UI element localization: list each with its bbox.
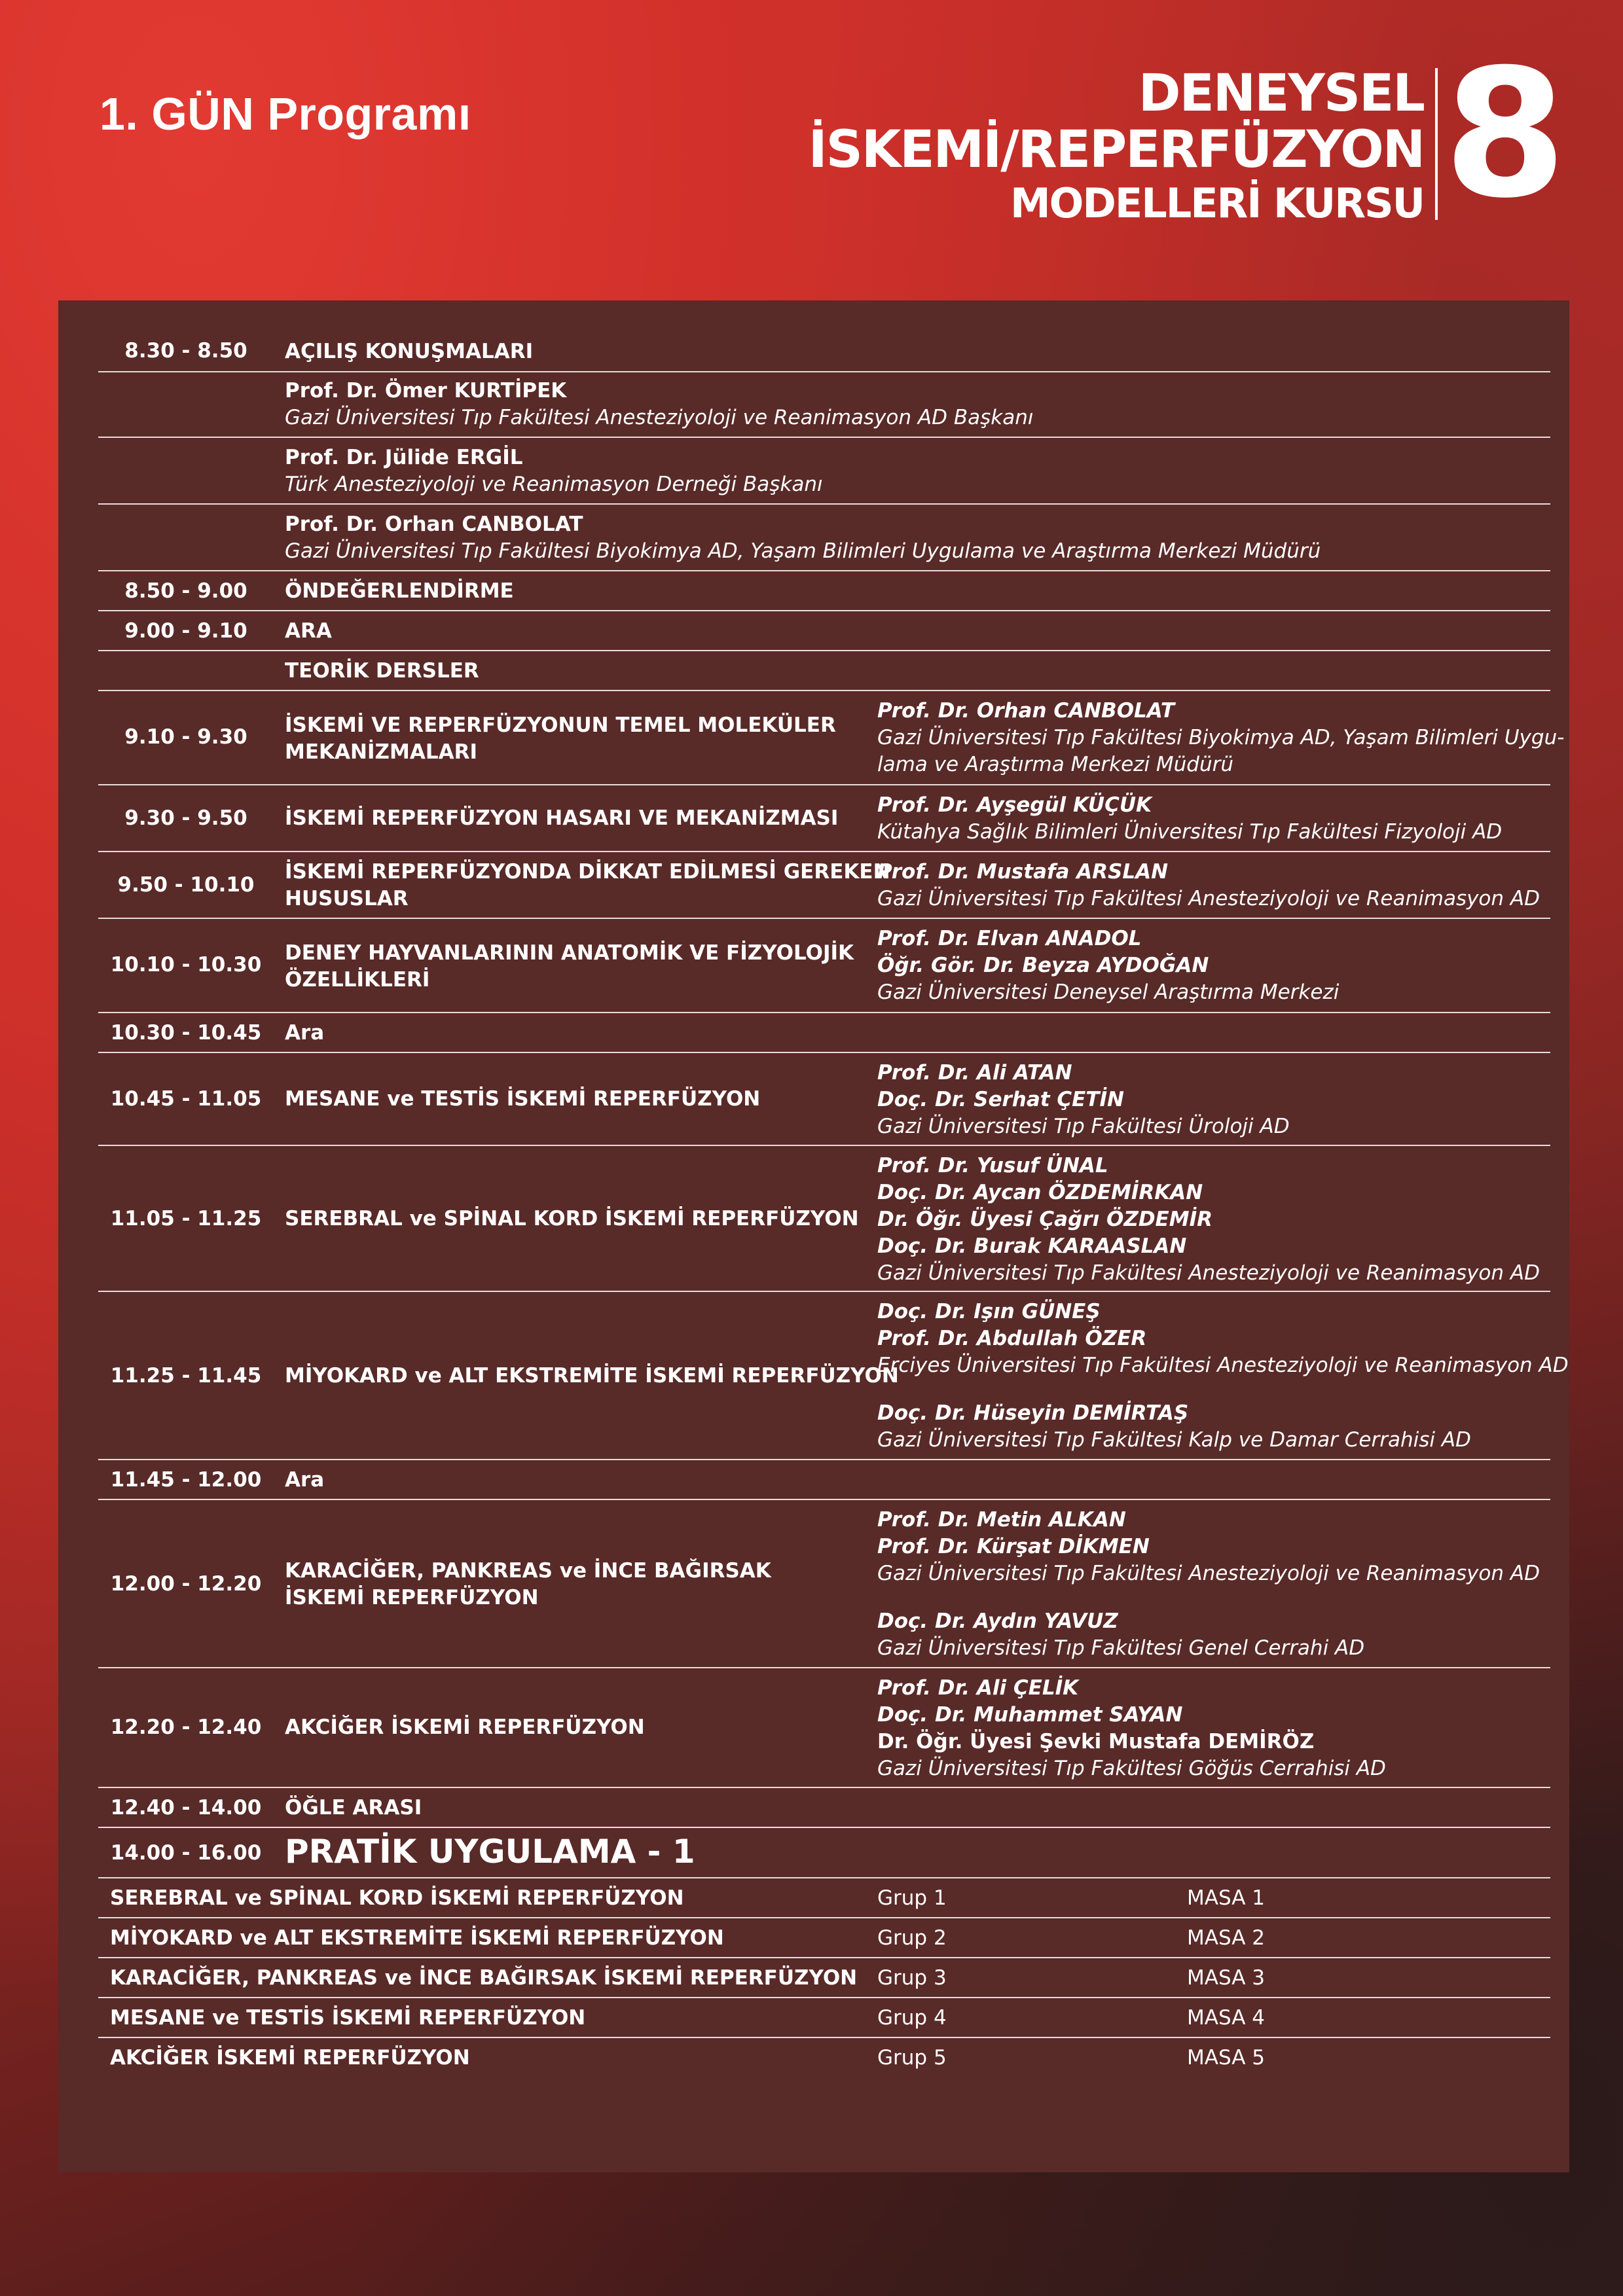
speaker-name: Prof. Dr. Yusuf ÜNAL (877, 1154, 1108, 1177)
schedule-row-opening (98, 334, 1550, 372)
speaker-affiliation: Gazi Üniversitesi Tıp Fakültesi Biyokimya AD, Yaşam Bilimleri Uygu- (877, 726, 1565, 749)
session-title-line: ÖZELLİKLERİ (285, 968, 430, 992)
session-title: Ara (285, 1468, 325, 1492)
speaker-name: Prof. Dr. Ayşegül KÜÇÜK (877, 793, 1152, 817)
session-title (285, 712, 836, 766)
group-topic: KARACİĞER, PANKREAS ve İNCE BAĞIRSAK İSKEMİ REPERFÜZYON (110, 1966, 858, 1990)
session-time: 11.45 - 12.00 (110, 1468, 262, 1492)
schedule-row-break (98, 1460, 1550, 1500)
group-topic: MİYOKARD ve ALT EKSTREMİTE İSKEMİ REPERFÜZYON (110, 1926, 724, 1950)
course-title-line1: DENEYSEL (1138, 64, 1424, 123)
session-title-line: İSKEMİ VE REPERFÜZYONUN TEMEL MOLEKÜLER (285, 713, 836, 737)
session-time: 12.00 - 12.20 (110, 1572, 262, 1596)
session-speakers (877, 859, 1540, 912)
group-topic: AKCİĞER İSKEMİ REPERFÜZYON (110, 2046, 470, 2070)
speaker-affiliation: Gazi Üniversitesi Tıp Fakültesi Göğüs Cerrahisi AD (877, 1757, 1386, 1780)
opening-speaker (285, 511, 1321, 565)
speaker-affiliation: Kütahya Sağlık Bilimleri Üniversitesi Tıp Fakültesi Fizyoloji AD (877, 820, 1503, 844)
schedule-row-break (98, 1013, 1550, 1053)
session-time: 10.30 - 10.45 (110, 1021, 262, 1045)
schedule-row-session (98, 919, 1550, 1013)
opening-speaker-row (98, 505, 1550, 571)
speaker-affiliation: Gazi Üniversitesi Tıp Fakültesi Üroloji AD (877, 1115, 1290, 1138)
course-title (808, 64, 1424, 227)
group-table: MASA 2 (1187, 1926, 1265, 1950)
session-time: 9.00 - 9.10 (124, 619, 247, 643)
session-time: 9.10 - 9.30 (124, 725, 247, 749)
session-title (285, 940, 854, 994)
practical-title: PRATİK UYGULAMA - 1 (285, 1833, 695, 1871)
session-speakers (877, 925, 1339, 1006)
session-title: ARA (285, 619, 332, 643)
schedule-row-lunch (98, 1788, 1550, 1828)
speaker-name: Prof. Dr. Ali ÇELİK (877, 1676, 1079, 1700)
speaker-affiliation: Gazi Üniversitesi Tıp Fakültesi Anesteziyoloji ve Reanimasyon AD (877, 887, 1540, 910)
group-row (98, 2038, 1550, 2077)
speaker-name: Öğr. Gör. Dr. Beyza AYDOĞAN (877, 954, 1209, 977)
schedule-row-session (98, 1668, 1550, 1788)
opening-speaker (285, 444, 823, 498)
session-title: MİYOKARD ve ALT EKSTREMİTE İSKEMİ REPERFÜZYON (285, 1364, 899, 1388)
session-title: ÖNDEĞERLENDİRME (285, 579, 514, 603)
session-time: 10.45 - 11.05 (110, 1087, 262, 1111)
session-title: Ara (285, 1021, 325, 1045)
speaker-name: Prof. Dr. Kürşat DİKMEN (877, 1535, 1150, 1558)
group-row (98, 1958, 1550, 1998)
schedule-row-session (98, 1292, 1569, 1460)
speaker-name: Doç. Dr. Burak KARAASLAN (877, 1234, 1187, 1258)
speaker-name: Prof. Dr. Metin ALKAN (877, 1508, 1126, 1532)
speaker-name: Doç. Dr. Aydın YAVUZ (877, 1609, 1118, 1633)
session-speakers (877, 1507, 1540, 1662)
session-speakers (877, 792, 1502, 846)
schedule-row-session (98, 1500, 1550, 1668)
opening-speaker-row (98, 438, 1550, 505)
speaker-affiliation: Gazi Üniversitesi Tıp Fakültesi Biyokimya AD, Yaşam Bilimleri Uygulama ve Araştırma Merkezi Müdürü (285, 539, 1321, 563)
speaker-name: Doç. Dr. Serhat ÇETİN (877, 1088, 1124, 1111)
group-table: MASA 1 (1187, 1886, 1265, 1910)
session-title: MESANE ve TESTİS İSKEMİ REPERFÜZYON (285, 1087, 761, 1111)
session-title: ÖĞLE ARASI (285, 1796, 422, 1820)
schedule-row-practical (98, 1828, 1550, 1878)
session-title: AKCİĞER İSKEMİ REPERFÜZYON (285, 1715, 645, 1739)
speaker-name: Prof. Dr. Elvan ANADOL (877, 927, 1142, 950)
group-topic: MESANE ve TESTİS İSKEMİ REPERFÜZYON (110, 2006, 586, 2030)
session-time: 11.25 - 11.45 (110, 1364, 262, 1388)
session-speakers (877, 1675, 1386, 1782)
group-row (98, 1918, 1550, 1958)
speaker-name: Prof. Dr. Ali ATAN (877, 1061, 1072, 1085)
speaker-affiliation: Gazi Üniversitesi Tıp Fakültesi Anesteziyoloji ve Reanimasyon AD (877, 1261, 1540, 1285)
group-table: MASA 4 (1187, 2006, 1265, 2030)
spacer (877, 1587, 1540, 1608)
session-speakers (877, 1060, 1290, 1140)
session-speakers (877, 698, 1564, 778)
session-time: 12.40 - 14.00 (110, 1796, 262, 1820)
schedule-row-session (98, 691, 1565, 785)
group-row (98, 1998, 1550, 2038)
speaker-name: Doç. Dr. Aycan ÖZDEMİRKAN (877, 1181, 1203, 1204)
session-speakers (877, 1299, 1569, 1454)
speaker-name: Prof. Dr. Mustafa ARSLAN (877, 860, 1169, 884)
speaker-name: Dr. Öğr. Üyesi Şevki Mustafa DEMİRÖZ (877, 1730, 1315, 1753)
speaker-name: Prof. Dr. Orhan CANBOLAT (877, 699, 1175, 723)
session-time: 10.10 - 10.30 (110, 953, 262, 977)
speaker-name: Prof. Dr. Abdullah ÖZER (877, 1327, 1147, 1350)
speaker-name: Doç. Dr. Işın GÜNEŞ (877, 1300, 1101, 1323)
schedule-row-session (98, 852, 1550, 919)
session-title-line: İSKEMİ REPERFÜZYONDA DİKKAT EDİLMESİ GEREKEN (285, 860, 890, 884)
course-title-divider (1435, 68, 1438, 220)
course-number: 8 (1444, 31, 1567, 237)
speaker-affiliation: Gazi Üniversitesi Tıp Fakültesi Kalp ve Damar Cerrahisi AD (877, 1428, 1471, 1452)
session-speakers (877, 1153, 1540, 1287)
speaker-name: Prof. Dr. Jülide ERGİL (285, 446, 523, 469)
session-title (285, 859, 890, 912)
spacer (877, 1379, 1569, 1400)
session-title: AÇILIŞ KONUŞMALARI (285, 340, 534, 363)
speaker-name: Doç. Dr. Muhammet SAYAN (877, 1703, 1183, 1727)
group-row (98, 1878, 1550, 1918)
speaker-name: Doç. Dr. Hüseyin DEMİRTAŞ (877, 1401, 1189, 1425)
schedule-row-session (98, 1146, 1550, 1292)
session-title: İSKEMİ REPERFÜZYON HASARI VE MEKANİZMASI (285, 806, 839, 830)
session-title (285, 1558, 771, 1611)
session-time: 9.30 - 9.50 (124, 806, 247, 830)
speaker-name: Prof. Dr. Orhan CANBOLAT (285, 512, 583, 536)
speaker-affiliation: Gazi Üniversitesi Deneysel Araştırma Merkezi (877, 980, 1340, 1004)
course-title-line3: MODELLERİ KURSU (1010, 179, 1424, 227)
day-title: 1. GÜN Programı (100, 88, 471, 139)
opening-speaker-row (98, 372, 1550, 438)
schedule-row-session (98, 785, 1550, 852)
session-time: 14.00 - 16.00 (110, 1841, 262, 1865)
group-name: Grup 3 (877, 1966, 947, 1990)
course-title-line2: İSKEMİ/REPERFÜZYON (808, 120, 1424, 179)
section-title: TEORİK DERSLER (285, 659, 479, 683)
theory-section-header (98, 651, 1550, 691)
schedule-row-break (98, 611, 1550, 651)
group-name: Grup 2 (877, 1926, 947, 1950)
session-title: SEREBRAL ve SPİNAL KORD İSKEMİ REPERFÜZYON (285, 1207, 859, 1230)
group-name: Grup 1 (877, 1886, 947, 1910)
speaker-affiliation: Gazi Üniversitesi Tıp Fakültesi Genel Cerrahi AD (877, 1636, 1365, 1660)
group-name: Grup 5 (877, 2046, 947, 2070)
group-topic: SEREBRAL ve SPİNAL KORD İSKEMİ REPERFÜZYON (110, 1886, 684, 1910)
speaker-affiliation: Gazi Üniversitesi Tıp Fakültesi Anesteziyoloji ve Reanimasyon AD (877, 1562, 1540, 1585)
schedule-row-session (98, 1053, 1550, 1146)
speaker-affiliation: Türk Anesteziyoloji ve Reanimasyon Derneği Başkanı (285, 473, 823, 496)
session-title-line: MEKANİZMALARI (285, 740, 477, 764)
session-time: 9.50 - 10.10 (117, 873, 255, 897)
speaker-name: Dr. Öğr. Üyesi Çağrı ÖZDEMİR (877, 1208, 1213, 1231)
session-time: 11.05 - 11.25 (110, 1207, 262, 1230)
session-title-line: DENEY HAYVANLARININ ANATOMİK VE FİZYOLOJİK (285, 941, 854, 965)
speaker-name: Prof. Dr. Ömer KURTİPEK (285, 379, 567, 403)
group-table: MASA 5 (1187, 2046, 1265, 2070)
schedule-row-pre-evaluation (98, 571, 1550, 611)
group-name: Grup 4 (877, 2006, 947, 2030)
session-title-line: İSKEMİ REPERFÜZYON (285, 1586, 539, 1609)
speaker-affiliation: Gazi Üniversitesi Tıp Fakültesi Anesteziyoloji ve Reanimasyon AD Başkanı (285, 406, 1034, 429)
speaker-affiliation: lama ve Araştırma Merkezi Müdürü (877, 753, 1234, 776)
session-time: 12.20 - 12.40 (110, 1715, 262, 1739)
opening-speaker (285, 378, 1033, 431)
session-title-line: KARACİĞER, PANKREAS ve İNCE BAĞIRSAK (285, 1559, 771, 1583)
group-table: MASA 3 (1187, 1966, 1265, 1990)
speaker-affiliation: Erciyes Üniversitesi Tıp Fakültesi Anesteziyoloji ve Reanimasyon AD (877, 1354, 1569, 1377)
session-time: 8.50 - 9.00 (124, 579, 247, 603)
session-time: 8.30 - 8.50 (124, 339, 247, 363)
session-title-line: HUSUSLAR (285, 887, 409, 910)
